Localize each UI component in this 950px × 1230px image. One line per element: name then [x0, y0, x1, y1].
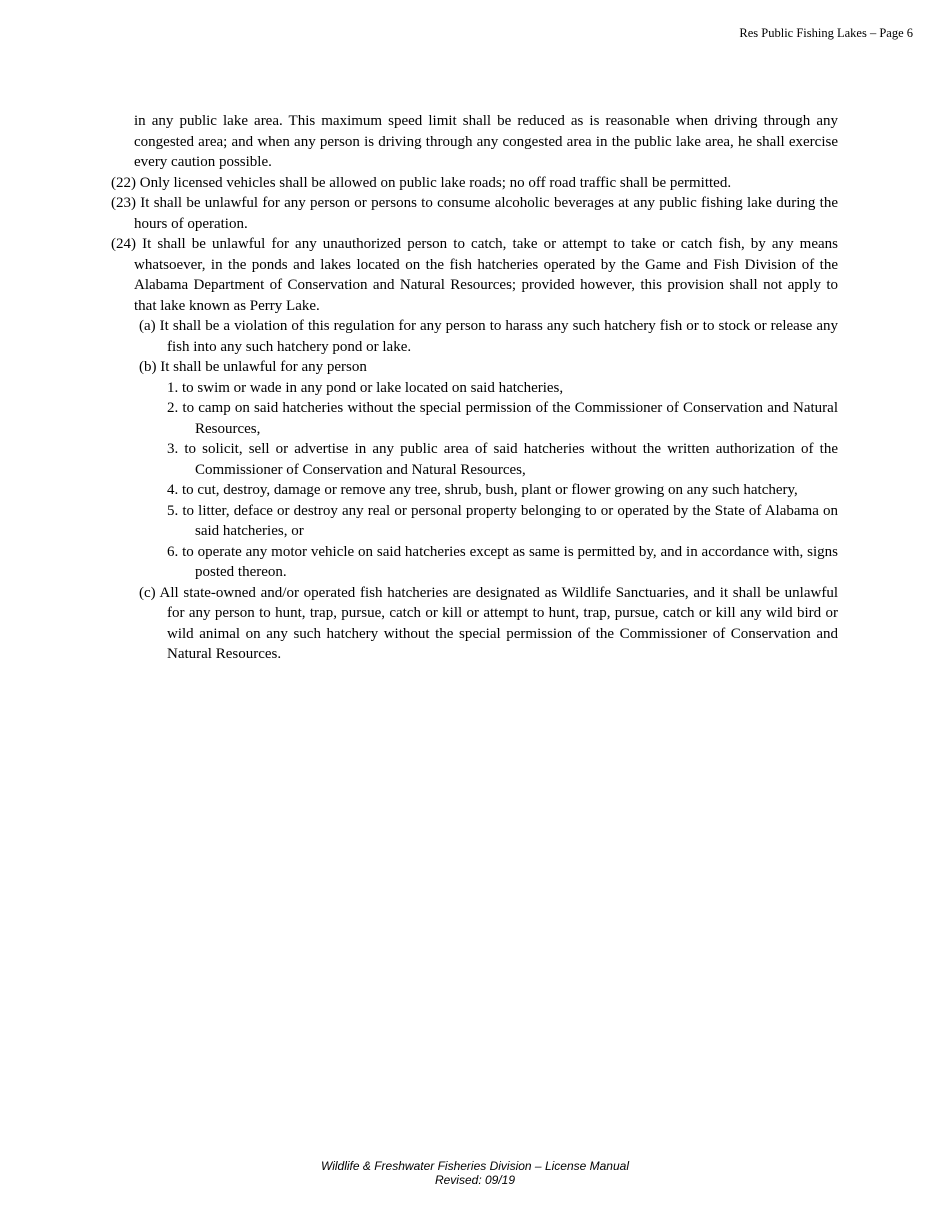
footer-revised: Revised: 09/19	[434, 1173, 516, 1187]
document-body	[0, 111, 950, 665]
regulation-24b-item: 2. to camp on said hatcheries without the special permission of the Commissioner of Conservation and Natural Resources,	[167, 400, 838, 437]
regulation-24b-item: 1. to swim or wade in any pond or lake located on said hatcheries,	[167, 379, 564, 396]
regulation-24b-item: 6. to operate any motor vehicle on said hatcheries except as same is permitted by, and in accordance with, signs posted thereon.	[167, 543, 838, 580]
page-footer	[0, 1159, 950, 1187]
continuation-paragraph: in any public lake area. This maximum speed limit shall be reduced as is reasonable when driving through any congested area; and when any person is driving through any congested area in the public lake area, he shall exercise every caution possible.	[134, 113, 838, 170]
regulation-24b: (b) It shall be unlawful for any person	[139, 359, 367, 375]
regulation-22: (22) Only licensed vehicles shall be allowed on public lake roads; no off road traffic shall be permitted.	[111, 174, 732, 191]
footer-title: Wildlife & Freshwater Fisheries Division – License Manual	[320, 1159, 629, 1173]
regulation-24b-item: 4. to cut, destroy, damage or remove any tree, shrub, bush, plant or flower growing on any such hatchery,	[167, 482, 798, 498]
regulation-24a: (a) It shall be a violation of this regulation for any person to harass any such hatchery fish or to stock or release any fish into any such hatchery pond or lake.	[139, 318, 838, 355]
regulation-23: (23) It shall be unlawful for any person or persons to consume alcoholic beverages at any public fishing lake during the hours of operation.	[111, 195, 838, 232]
regulation-24b-item: 5. to litter, deface or destroy any real or personal property belonging to or operated by the State of Alabama on said hatcheries, or	[167, 502, 838, 539]
regulation-24c: (c) All state-owned and/or operated fish hatcheries are designated as Wildlife Sanctuaries, and it shall be unlawful for any person to hunt, trap, pursue, catch or kill or attempt to hunt, trap, pursue, catch or kill any wild bird or wild animal on any such hatchery without the special permission of the Commissioner of Conservation and Natural Resources.	[139, 584, 838, 662]
regulation-24: (24) It shall be unlawful for any unauthorized person to catch, take or attempt to take or catch fish, by any means whatsoever, in the ponds and lakes located on the fish hatcheries operated by the Game and Fish Division of the Alabama Department of Conservation and Natural Resources; provided however, this provision shall not apply to that lake known as Perry Lake.	[111, 236, 838, 314]
regulation-24b-item: 3. to solicit, sell or advertise in any public area of said hatcheries without the written authorization of the Commissioner of Conservation and Natural Resources,	[167, 441, 838, 478]
page-header: Res Public Fishing Lakes – Page 6	[739, 26, 913, 40]
